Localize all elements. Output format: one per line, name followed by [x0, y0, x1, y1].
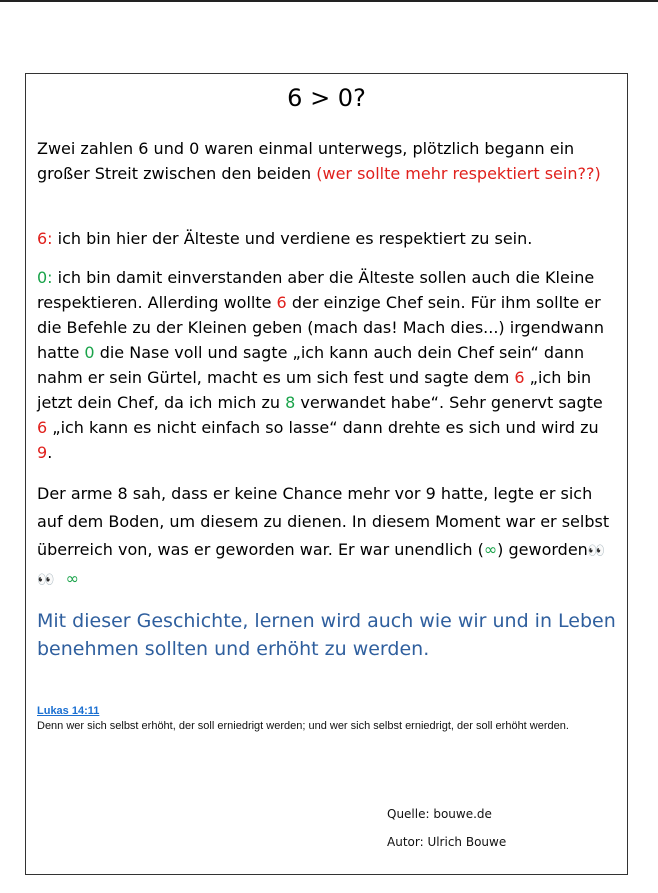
- moral-text: Mit dieser Geschichte, lernen wird auch wie wir und in Leben benehmen sollten und erhöht zu werden.: [37, 610, 616, 660]
- verse-text: Denn wer sich selbst erhöht, der soll erniedrigt werden; und wer sich selbst erniedrigt, der soll erhöht werden.: [37, 720, 569, 732]
- number-nine: 9: [37, 443, 48, 462]
- number-six-1: 6: [276, 293, 287, 312]
- number-six-2: 6: [514, 368, 525, 387]
- page-title: 6 > 0?: [287, 84, 366, 112]
- source-credit: Quelle: bouwe.de: [387, 807, 492, 821]
- eight-text: Der arme 8 sah, dass er keine Chance mehr vor 9 hatte, legte er sich auf dem Boden, um diesem zu dienen. In diesem Moment war er selbst überreich von, was er geworden war. Er war unendlich (: [37, 484, 610, 559]
- zero-text-5: verwandet habe“. Sehr genervt sagte: [295, 393, 603, 412]
- document-frame: [25, 73, 628, 875]
- author-credit: Autor: Ulrich Bouwe: [387, 835, 507, 849]
- top-divider: [0, 0, 658, 2]
- infinity-symbol-2: ∞: [65, 569, 79, 588]
- paragraph-six: [37, 226, 617, 251]
- six-speech: ich bin hier der Älteste und verdiene es respektiert zu sein.: [52, 229, 533, 248]
- verse-reference-link[interactable]: Lukas 14:11: [37, 705, 100, 717]
- zero-speaker: 0:: [37, 268, 53, 287]
- paragraph-zero: [37, 265, 617, 465]
- zero-text-2: der einzige Chef sein. Für ihm sollte er die Befehle zu der Kleinen geben (mach das! Mach dies...) irgendwann hatte: [37, 293, 604, 362]
- number-zero-2: 0: [84, 343, 95, 362]
- intro-question: (wer sollte mehr respektiert sein??): [316, 164, 601, 183]
- zero-text-3: die Nase voll und sagte „ich kann auch dein Chef sein“ dann nahm er sein Gürtel, macht es um sich fest und sagte dem: [37, 343, 585, 387]
- zero-text-6: „ich kann es nicht einfach so lasse“ dann drehte es sich und wird zu: [47, 418, 599, 437]
- number-six-3: 6: [37, 418, 48, 437]
- infinity-symbol-1: ∞: [483, 540, 498, 559]
- eyes-icon: 👀 👀: [37, 543, 607, 588]
- intro-text: Zwei zahlen 6 und 0 waren einmal unterwegs, plötzlich begann ein großer Streit zwischen den beiden: [37, 139, 575, 183]
- six-speaker: 6:: [37, 229, 53, 248]
- zero-text-4: „ich bin jetzt dein Chef, da ich mich zu: [37, 368, 592, 412]
- paragraph-eight: [37, 480, 617, 594]
- zero-text-7: .: [47, 443, 53, 462]
- number-eight: 8: [285, 393, 296, 412]
- zero-text-1: ich bin damit einverstanden aber die Älteste sollen auch die Kleine respektieren. Allerding wollte: [37, 268, 595, 312]
- eight-text-2: ) geworden: [497, 540, 588, 559]
- paragraph-intro: [37, 136, 617, 186]
